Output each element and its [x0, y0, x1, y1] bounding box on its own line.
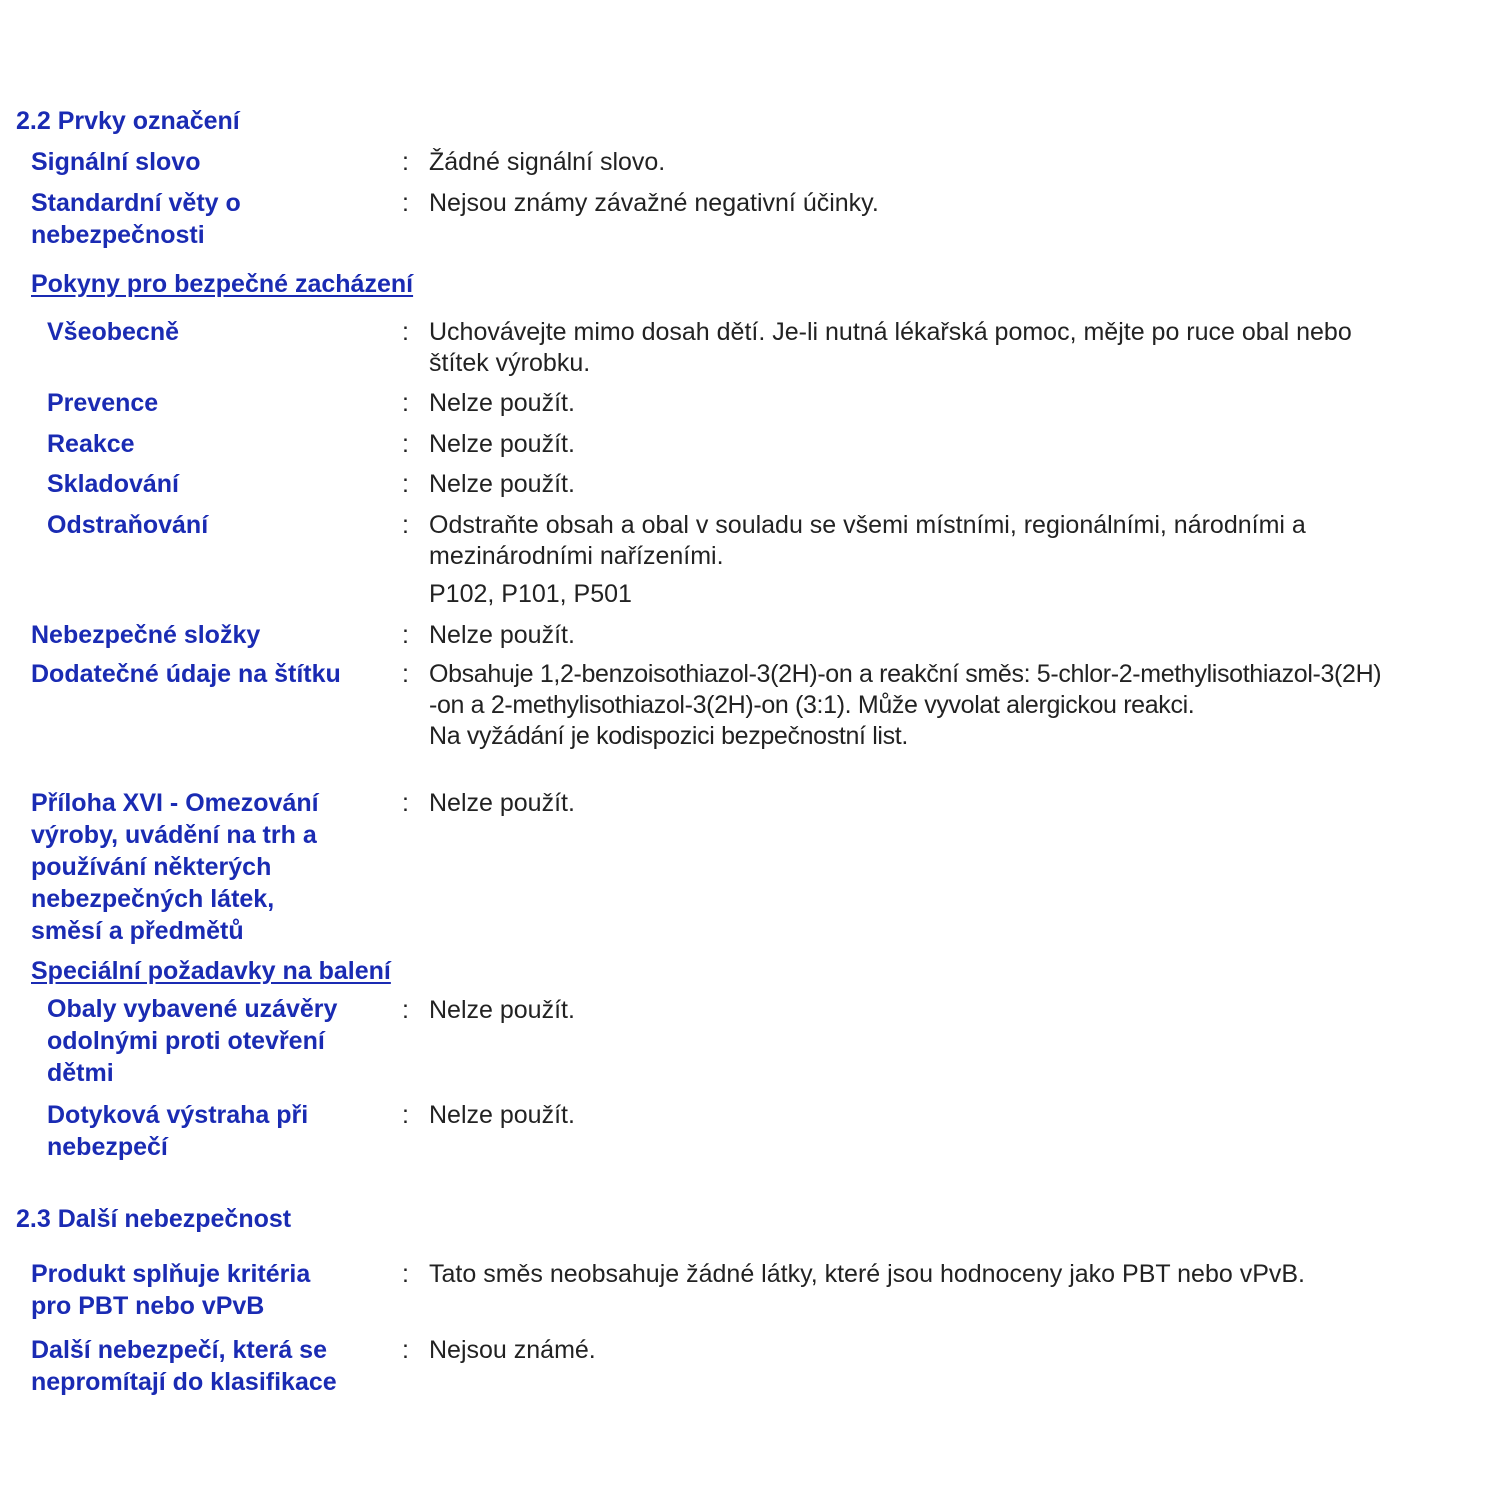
precautionary-heading: Pokyny pro bezpečné zacházení [31, 270, 414, 298]
colon-separator: : [402, 1260, 409, 1288]
colon-separator: : [402, 389, 409, 417]
hazardous-ingredients-value: Nelze použít. [429, 621, 575, 649]
annex-xvi-value: Nelze použít. [429, 789, 575, 817]
prevention-value: Nelze použít. [429, 389, 575, 417]
response-label: Reakce [47, 430, 135, 458]
disposal-label: Odstraňování [47, 511, 209, 539]
general-label: Všeobecně [47, 318, 180, 346]
supplemental-value-line: Na vyžádání je kodispozici bezpečnostní list. [429, 722, 908, 750]
colon-separator: : [402, 996, 409, 1024]
pbt-label: Produkt splňuje kritéria pro PBT nebo vPvB [31, 1260, 311, 1320]
disposal-codes: P102, P101, P501 [429, 580, 632, 608]
supplemental-label-label: Dodatečné údaje na štítku [31, 660, 341, 688]
section-2-2-heading: 2.2 Prvky označení [16, 107, 240, 135]
colon-separator: : [402, 430, 409, 458]
other-hazards-value: Nejsou známé. [429, 1336, 596, 1364]
child-resistant-value: Nelze použít. [429, 996, 575, 1024]
colon-separator: : [402, 621, 409, 649]
colon-separator: : [402, 318, 409, 346]
disposal-value-line: mezinárodními nařízeními. [429, 542, 724, 570]
colon-separator: : [402, 1101, 409, 1129]
annex-xvi-label: Příloha XVI - Omezování výroby, uvádění na trh a používání některých nebezpečných látek, směsí a předmětů [31, 789, 319, 945]
section-2-3-heading: 2.3 Další nebezpečnost [16, 1205, 292, 1233]
colon-separator: : [402, 148, 409, 176]
colon-separator: : [402, 789, 409, 817]
prevention-label: Prevence [47, 389, 159, 417]
colon-separator: : [402, 511, 409, 539]
signal-word-value: Žádné signální slovo. [429, 148, 666, 176]
disposal-value [429, 510, 1494, 572]
response-value: Nelze použít. [429, 430, 575, 458]
colon-separator: : [402, 189, 409, 217]
hazard-statements-label: Standardní věty o nebezpečnosti [31, 189, 241, 249]
supplemental-value-line: Obsahuje 1,2-benzoisothiazol-3(2H)-on a reakční směs: 5-chlor-2-methylisothiazol-3(2H) [429, 660, 1382, 688]
colon-separator: : [402, 1336, 409, 1364]
disposal-value-line: Odstraňte obsah a obal v souladu se všemi místními, regionálními, národními a [429, 511, 1306, 539]
tactile-warning-value: Nelze použít. [429, 1101, 575, 1129]
hazard-statements-value: Nejsou známy závažné negativní účinky. [429, 189, 879, 217]
general-value-line: Uchovávejte mimo dosah dětí. Je-li nutná lékařská pomoc, mějte po ruce obal nebo [429, 318, 1352, 346]
general-value-line: štítek výrobku. [429, 349, 591, 377]
signal-word-label: Signální slovo [31, 148, 201, 176]
hazardous-ingredients-label: Nebezpečné složky [31, 621, 261, 649]
colon-separator: : [402, 470, 409, 498]
storage-label: Skladování [47, 470, 179, 498]
packaging-heading: Speciální požadavky na balení [31, 957, 391, 985]
pbt-value: Tato směs neobsahuje žádné látky, které jsou hodnoceny jako PBT nebo vPvB. [429, 1260, 1305, 1288]
supplemental-label-value [429, 659, 1494, 752]
supplemental-value-line: -on a 2-methylisothiazol-3(2H)-on (3:1). Může vyvolat alergickou reakci. [429, 691, 1195, 719]
tactile-warning-label: Dotyková výstraha při nebezpečí [47, 1101, 309, 1161]
child-resistant-label: Obaly vybavené uzávěry odolnými proti otevření dětmi [47, 995, 338, 1087]
storage-value: Nelze použít. [429, 470, 575, 498]
other-hazards-label: Další nebezpečí, která se nepromítají do klasifikace [31, 1336, 337, 1396]
general-value [429, 317, 1494, 379]
colon-separator: : [402, 660, 409, 688]
